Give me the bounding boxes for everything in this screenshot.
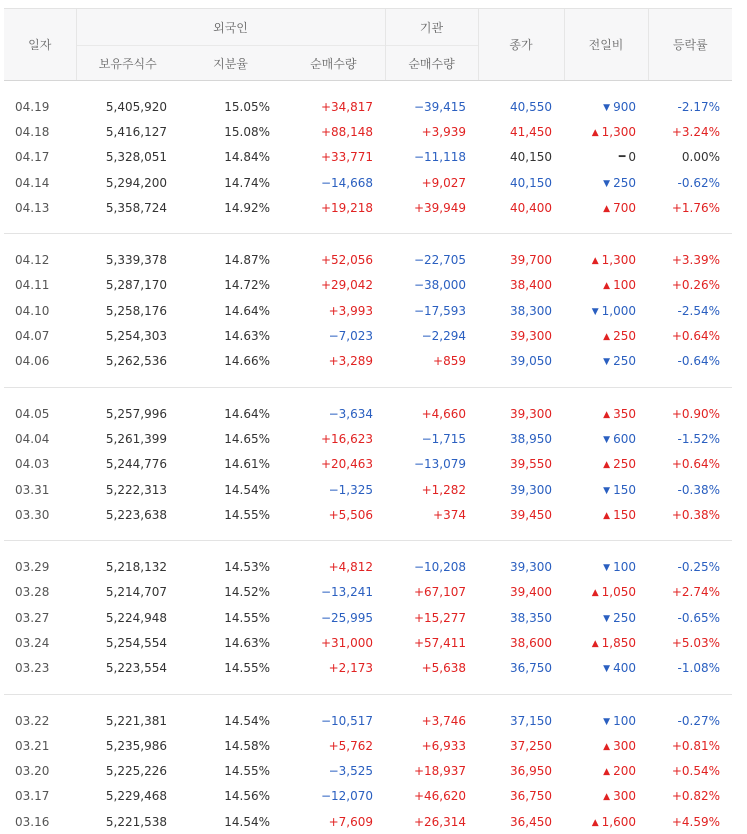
triangle-down-icon: ▼ [603,357,610,367]
triangle-up-icon: ▲ [592,588,599,598]
cell-inst-net: +3,746 [385,708,478,733]
cell-date: 04.04 [4,426,76,451]
group-spacer [4,220,732,234]
cell-rate: 0.00% [648,145,732,170]
triangle-up-icon: ▲ [603,281,610,291]
cell-change [564,170,648,195]
table-row [4,195,732,220]
cell-foreign-net: +16,623 [282,426,385,451]
cell-change [564,452,648,477]
table-row [4,298,732,323]
cell-close: 38,300 [478,298,564,323]
cell-holdings: 5,223,554 [76,656,179,681]
cell-inst-net: +859 [385,349,478,374]
cell-date: 04.19 [4,94,76,119]
cell-date: 04.07 [4,323,76,348]
header-share: 지분율 [179,46,282,81]
table-header [4,9,732,81]
triangle-up-icon: ▲ [603,792,610,802]
cell-close: 39,400 [478,580,564,605]
cell-share: 14.66% [179,349,282,374]
triangle-up-icon: ▲ [603,511,610,521]
cell-close: 39,300 [478,323,564,348]
cell-inst-net: +1,282 [385,477,478,502]
cell-date: 03.31 [4,477,76,502]
table-row [4,426,732,451]
cell-foreign-net: −3,525 [282,759,385,784]
change-value: 600 [613,432,636,446]
cell-inst-net: −17,593 [385,298,478,323]
triangle-up-icon: ▲ [592,639,599,649]
cell-holdings: 5,405,920 [76,94,179,119]
cell-close: 38,350 [478,605,564,630]
cell-foreign-net: −7,023 [282,323,385,348]
table-row [4,759,732,784]
cell-close: 39,050 [478,349,564,374]
cell-close: 40,150 [478,145,564,170]
cell-inst-net: +9,027 [385,170,478,195]
cell-rate: +2.74% [648,580,732,605]
cell-change [564,630,648,655]
cell-foreign-net: −25,995 [282,605,385,630]
cell-close: 39,300 [478,477,564,502]
cell-date: 03.22 [4,708,76,733]
cell-share: 14.55% [179,502,282,527]
cell-date: 04.11 [4,273,76,298]
cell-foreign-net: −10,517 [282,708,385,733]
cell-foreign-net: +31,000 [282,630,385,655]
table-row [4,349,732,374]
cell-rate: -1.08% [648,656,732,681]
table-row [4,247,732,272]
cell-inst-net: −38,000 [385,273,478,298]
change-value: 0 [628,150,636,164]
cell-rate: +4.59% [648,809,732,834]
cell-rate: +3.24% [648,119,732,144]
cell-foreign-net: +34,817 [282,94,385,119]
cell-inst-net: −10,208 [385,554,478,579]
cell-inst-net: −13,079 [385,452,478,477]
cell-rate: -0.27% [648,708,732,733]
cell-holdings: 5,223,638 [76,502,179,527]
cell-close: 37,250 [478,733,564,758]
cell-share: 14.54% [179,708,282,733]
cell-change [564,119,648,144]
cell-share: 14.92% [179,195,282,220]
cell-share: 14.87% [179,247,282,272]
cell-close: 41,450 [478,119,564,144]
table-row [4,708,732,733]
cell-change [564,580,648,605]
cell-foreign-net: +33,771 [282,145,385,170]
cell-inst-net: +3,939 [385,119,478,144]
change-value: 250 [613,457,636,471]
table-row [4,784,732,809]
cell-foreign-net: +3,993 [282,298,385,323]
cell-share: 14.58% [179,733,282,758]
cell-close: 37,150 [478,708,564,733]
cell-change [564,605,648,630]
group-top-padding [4,695,732,708]
cell-foreign-net: +7,609 [282,809,385,834]
change-value: 300 [613,739,636,753]
cell-rate: -0.62% [648,170,732,195]
cell-share: 14.52% [179,580,282,605]
triangle-down-icon: ▼ [603,435,610,445]
cell-holdings: 5,225,226 [76,759,179,784]
cell-share: 14.72% [179,273,282,298]
change-value: 400 [613,661,636,675]
cell-foreign-net: +3,289 [282,349,385,374]
table-row [4,452,732,477]
cell-share: 14.54% [179,809,282,834]
cell-change [564,477,648,502]
cell-rate: +0.64% [648,452,732,477]
change-value: 250 [613,354,636,368]
cell-date: 03.17 [4,784,76,809]
cell-share: 15.05% [179,94,282,119]
cell-holdings: 5,229,468 [76,784,179,809]
cell-inst-net: −11,118 [385,145,478,170]
header-institution: 기관 [385,9,478,46]
cell-rate: +0.38% [648,502,732,527]
cell-share: 14.64% [179,401,282,426]
cell-date: 03.28 [4,580,76,605]
header-holdings: 보유주식수 [76,46,179,81]
triangle-up-icon: ▲ [603,767,610,777]
cell-rate: -0.25% [648,554,732,579]
cell-close: 39,300 [478,401,564,426]
triangle-up-icon: ▲ [603,332,610,342]
investor-trading-table [4,8,732,834]
cell-inst-net: +67,107 [385,580,478,605]
table-row [4,477,732,502]
change-value: 1,000 [602,304,636,318]
cell-change [564,656,648,681]
cell-inst-net: +26,314 [385,809,478,834]
cell-date: 04.10 [4,298,76,323]
cell-date: 04.17 [4,145,76,170]
cell-close: 38,400 [478,273,564,298]
cell-share: 14.55% [179,605,282,630]
cell-holdings: 5,235,986 [76,733,179,758]
cell-share: 14.74% [179,170,282,195]
cell-change [564,708,648,733]
group-spacer [4,527,732,541]
cell-change [564,426,648,451]
triangle-down-icon: ▼ [603,103,610,113]
cell-inst-net: +15,277 [385,605,478,630]
change-value: 100 [613,714,636,728]
change-value: 300 [613,789,636,803]
cell-holdings: 5,254,303 [76,323,179,348]
cell-close: 39,700 [478,247,564,272]
table-row [4,401,732,426]
header-foreign: 외국인 [76,9,385,46]
change-value: 1,050 [602,585,636,599]
cell-date: 04.05 [4,401,76,426]
table-row [4,554,732,579]
cell-rate: +0.54% [648,759,732,784]
cell-rate: -0.38% [648,477,732,502]
triangle-down-icon: ▼ [603,717,610,727]
cell-foreign-net: +4,812 [282,554,385,579]
cell-foreign-net: −14,668 [282,170,385,195]
cell-date: 04.03 [4,452,76,477]
cell-rate: +0.90% [648,401,732,426]
cell-holdings: 5,261,399 [76,426,179,451]
group-top-padding [4,388,732,401]
cell-date: 03.30 [4,502,76,527]
cell-inst-net: +57,411 [385,630,478,655]
cell-close: 38,600 [478,630,564,655]
header-change: 전일비 [564,9,648,81]
cell-holdings: 5,224,948 [76,605,179,630]
cell-holdings: 5,358,724 [76,195,179,220]
group-spacer [4,681,732,695]
cell-close: 36,750 [478,656,564,681]
triangle-up-icon: ▲ [603,204,610,214]
group-top-padding [4,81,732,95]
cell-inst-net: +374 [385,502,478,527]
cell-holdings: 5,287,170 [76,273,179,298]
cell-inst-net: +39,949 [385,195,478,220]
table-row [4,94,732,119]
cell-foreign-net: +88,148 [282,119,385,144]
cell-change [564,323,648,348]
cell-change [564,273,648,298]
cell-date: 03.20 [4,759,76,784]
header-foreign-net: 순매수량 [282,46,385,81]
cell-date: 04.13 [4,195,76,220]
cell-rate: +0.81% [648,733,732,758]
triangle-up-icon: ▲ [592,256,599,266]
cell-change [564,502,648,527]
cell-share: 14.55% [179,656,282,681]
change-value: 100 [613,278,636,292]
cell-close: 36,950 [478,759,564,784]
cell-change [564,733,648,758]
cell-close: 36,750 [478,784,564,809]
cell-share: 14.63% [179,630,282,655]
cell-change [564,401,648,426]
cell-close: 38,950 [478,426,564,451]
cell-foreign-net: +5,506 [282,502,385,527]
table-body [4,81,732,834]
cell-rate: -1.52% [648,426,732,451]
cell-holdings: 5,257,996 [76,401,179,426]
cell-date: 03.21 [4,733,76,758]
cell-close: 39,550 [478,452,564,477]
cell-date: 03.24 [4,630,76,655]
cell-rate: +3.39% [648,247,732,272]
change-value: 100 [613,560,636,574]
group-top-padding [4,234,732,247]
triangle-down-icon: ▼ [603,563,610,573]
cell-close: 40,150 [478,170,564,195]
cell-foreign-net: +52,056 [282,247,385,272]
cell-rate: +0.26% [648,273,732,298]
change-value: 250 [613,611,636,625]
cell-close: 39,450 [478,502,564,527]
header-date: 일자 [4,9,76,81]
table-row [4,119,732,144]
cell-foreign-net: −13,241 [282,580,385,605]
table-row [4,605,732,630]
triangle-up-icon: ▲ [592,128,599,138]
cell-holdings: 5,258,176 [76,298,179,323]
cell-share: 15.08% [179,119,282,144]
cell-share: 14.84% [179,145,282,170]
cell-change [564,145,648,170]
cell-foreign-net: +20,463 [282,452,385,477]
cell-foreign-net: +2,173 [282,656,385,681]
cell-rate: -2.17% [648,94,732,119]
cell-inst-net: −22,705 [385,247,478,272]
cell-foreign-net: +5,762 [282,733,385,758]
cell-share: 14.64% [179,298,282,323]
cell-share: 14.56% [179,784,282,809]
cell-change [564,247,648,272]
cell-foreign-net: +29,042 [282,273,385,298]
cell-holdings: 5,339,378 [76,247,179,272]
cell-holdings: 5,294,200 [76,170,179,195]
group-spacer [4,374,732,388]
cell-date: 03.29 [4,554,76,579]
group-top-padding [4,541,732,554]
cell-rate: -0.64% [648,349,732,374]
change-value: 1,600 [602,815,636,829]
header-close: 종가 [478,9,564,81]
cell-share: 14.61% [179,452,282,477]
triangle-down-icon: ▼ [592,307,599,317]
cell-holdings: 5,218,132 [76,554,179,579]
cell-change [564,809,648,834]
header-rate: 등락률 [648,9,732,81]
table-row [4,809,732,834]
triangle-down-icon: ▼ [603,486,610,496]
cell-change [564,94,648,119]
cell-change [564,759,648,784]
cell-share: 14.65% [179,426,282,451]
cell-inst-net: −39,415 [385,94,478,119]
cell-inst-net: +4,660 [385,401,478,426]
cell-holdings: 5,416,127 [76,119,179,144]
change-value: 200 [613,764,636,778]
cell-share: 14.54% [179,477,282,502]
cell-change [564,554,648,579]
table-row [4,502,732,527]
cell-share: 14.63% [179,323,282,348]
cell-share: 14.53% [179,554,282,579]
cell-holdings: 5,244,776 [76,452,179,477]
change-value: 1,300 [602,125,636,139]
cell-inst-net: −2,294 [385,323,478,348]
cell-date: 04.14 [4,170,76,195]
change-value: 150 [613,483,636,497]
cell-rate: +5.03% [648,630,732,655]
cell-date: 04.06 [4,349,76,374]
cell-foreign-net: −3,634 [282,401,385,426]
cell-rate: +1.76% [648,195,732,220]
cell-holdings: 5,222,313 [76,477,179,502]
change-value: 1,300 [602,253,636,267]
triangle-down-icon: ▼ [603,179,610,189]
cell-holdings: 5,328,051 [76,145,179,170]
cell-inst-net: +46,620 [385,784,478,809]
table-row [4,656,732,681]
cell-close: 40,550 [478,94,564,119]
change-value: 350 [613,407,636,421]
cell-holdings: 5,221,538 [76,809,179,834]
cell-date: 04.12 [4,247,76,272]
change-value: 900 [613,100,636,114]
change-value: 250 [613,176,636,190]
cell-date: 03.16 [4,809,76,834]
cell-rate: -2.54% [648,298,732,323]
cell-holdings: 5,214,707 [76,580,179,605]
cell-date: 04.18 [4,119,76,144]
cell-close: 36,450 [478,809,564,834]
cell-foreign-net: +19,218 [282,195,385,220]
cell-date: 03.23 [4,656,76,681]
cell-foreign-net: −12,070 [282,784,385,809]
change-value: 150 [613,508,636,522]
table-row [4,323,732,348]
dash-icon: ━ [619,150,626,163]
table-row [4,273,732,298]
triangle-up-icon: ▲ [603,742,610,752]
triangle-down-icon: ▼ [603,614,610,624]
cell-foreign-net: −1,325 [282,477,385,502]
cell-inst-net: +5,638 [385,656,478,681]
table-row [4,580,732,605]
triangle-down-icon: ▼ [603,664,610,674]
cell-change [564,298,648,323]
cell-close: 40,400 [478,195,564,220]
table-row [4,170,732,195]
cell-share: 14.55% [179,759,282,784]
triangle-up-icon: ▲ [603,460,610,470]
cell-rate: -0.65% [648,605,732,630]
change-value: 250 [613,329,636,343]
table-row [4,630,732,655]
cell-inst-net: +6,933 [385,733,478,758]
table-row [4,145,732,170]
cell-holdings: 5,221,381 [76,708,179,733]
cell-inst-net: −1,715 [385,426,478,451]
triangle-up-icon: ▲ [603,410,610,420]
cell-change [564,349,648,374]
cell-change [564,195,648,220]
cell-inst-net: +18,937 [385,759,478,784]
header-inst-net: 순매수량 [385,46,478,81]
cell-rate: +0.82% [648,784,732,809]
cell-holdings: 5,262,536 [76,349,179,374]
cell-change [564,784,648,809]
cell-close: 39,300 [478,554,564,579]
cell-holdings: 5,254,554 [76,630,179,655]
cell-date: 03.27 [4,605,76,630]
table-row [4,733,732,758]
change-value: 1,850 [602,636,636,650]
triangle-up-icon: ▲ [592,818,599,828]
change-value: 700 [613,201,636,215]
cell-rate: +0.64% [648,323,732,348]
